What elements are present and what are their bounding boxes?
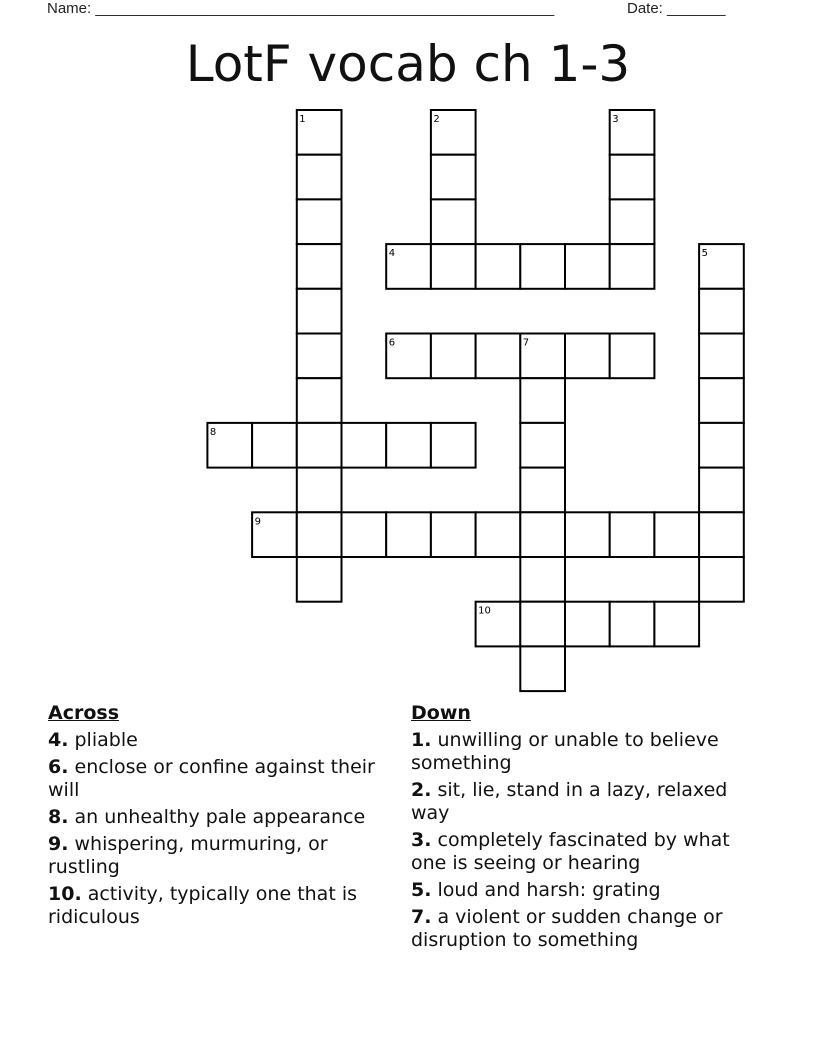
grid-cell[interactable] — [342, 512, 387, 557]
clue-number: 9. — [48, 833, 69, 855]
grid-cell[interactable] — [699, 512, 744, 557]
name-field-label: Name: _______________________________________________________ — [47, 0, 555, 17]
grid-cell[interactable] — [565, 334, 610, 379]
grid-cell[interactable] — [476, 512, 521, 557]
grid-cell[interactable] — [386, 512, 431, 557]
clue-number: 5. — [411, 879, 432, 901]
grid-cell[interactable] — [431, 199, 476, 244]
grid-cell[interactable] — [297, 289, 342, 334]
grid-cell[interactable] — [610, 244, 655, 289]
grid-cell[interactable] — [520, 557, 565, 602]
grid-cell[interactable] — [252, 423, 297, 468]
grid-number-10: 10 — [478, 605, 491, 617]
grid-cell[interactable] — [297, 512, 342, 557]
date-field-label: Date: _______ — [627, 0, 726, 17]
down-clue-5 — [411, 879, 751, 902]
grid-cell[interactable] — [431, 334, 476, 379]
clue-text: an unhealthy pale appearance — [74, 806, 366, 828]
across-clue-6 — [48, 756, 398, 802]
grid-number-7: 7 — [522, 337, 530, 349]
grid-cell[interactable] — [297, 155, 342, 200]
grid-cell[interactable] — [476, 244, 521, 289]
down-heading: Down — [411, 702, 471, 724]
clue-number: 10. — [48, 883, 82, 905]
grid-cell[interactable] — [610, 155, 655, 200]
down-clue-2 — [411, 779, 751, 825]
grid-cell[interactable] — [342, 423, 387, 468]
clue-number: 6. — [48, 756, 69, 778]
grid-cell[interactable] — [699, 468, 744, 513]
grid-cell[interactable] — [565, 602, 610, 647]
grid-number-5: 5 — [701, 248, 708, 260]
grid-cell[interactable] — [431, 423, 476, 468]
grid-cell[interactable] — [610, 334, 655, 379]
across-clue-9 — [48, 833, 398, 879]
grid-cell[interactable] — [297, 557, 342, 602]
clue-number: 7. — [411, 906, 432, 928]
grid-cell[interactable] — [386, 423, 431, 468]
clue-text: activity, typically one that is ridiculous — [48, 883, 357, 928]
grid-cell[interactable] — [565, 244, 610, 289]
grid-cell[interactable] — [699, 423, 744, 468]
grid-cell[interactable] — [476, 334, 521, 379]
clue-text: loud and harsh: grating — [437, 879, 661, 901]
grid-cell[interactable] — [431, 244, 476, 289]
grid-cell[interactable] — [297, 334, 342, 379]
grid-cell[interactable] — [699, 378, 744, 423]
across-clues — [48, 702, 398, 933]
clue-number: 3. — [411, 829, 432, 851]
grid-number-9: 9 — [254, 516, 261, 528]
grid-cell[interactable] — [297, 199, 342, 244]
grid-cell[interactable] — [565, 512, 610, 557]
grid-cell[interactable] — [520, 244, 565, 289]
clue-number: 8. — [48, 806, 69, 828]
grid-number-1: 1 — [299, 114, 306, 125]
across-clue-4 — [48, 729, 398, 752]
grid-cell[interactable] — [520, 423, 565, 468]
grid-cell[interactable] — [431, 512, 476, 557]
clue-number: 4. — [48, 729, 69, 751]
clue-text: sit, lie, stand in a lazy, relaxed way — [411, 779, 728, 824]
grid-cell[interactable] — [297, 468, 342, 513]
clue-number: 2. — [411, 779, 432, 801]
down-clues — [411, 702, 751, 956]
grid-cell[interactable] — [699, 289, 744, 334]
grid-cell[interactable] — [699, 334, 744, 379]
grid-cell[interactable] — [610, 512, 655, 557]
clue-text: whispering, murmuring, or rustling — [48, 833, 328, 878]
grid-cell[interactable] — [654, 602, 699, 647]
down-clue-1 — [411, 729, 751, 775]
grid-cell[interactable] — [654, 512, 699, 557]
puzzle-title: LotF vocab ch 1-3 — [185, 35, 631, 93]
grid-cell[interactable] — [610, 602, 655, 647]
across-heading: Across — [48, 702, 120, 724]
clue-text: unwilling or unable to believe something — [411, 729, 719, 774]
grid-cell[interactable] — [699, 557, 744, 602]
grid-cell[interactable] — [297, 378, 342, 423]
grid-number-6: 6 — [388, 337, 396, 349]
grid-cell[interactable] — [520, 602, 565, 647]
down-clue-7 — [411, 906, 751, 952]
grid-number-2: 2 — [433, 114, 440, 125]
clue-text: a violent or sudden change or disruption to something — [411, 906, 723, 951]
clue-text: completely fascinated by what one is seeing or hearing — [411, 829, 730, 874]
grid-cell[interactable] — [520, 646, 565, 691]
grid-cell[interactable] — [431, 155, 476, 200]
across-clue-8 — [48, 806, 398, 829]
clue-text: enclose or confine against their will — [48, 756, 375, 801]
grid-cell[interactable] — [610, 199, 655, 244]
grid-number-4: 4 — [388, 248, 396, 260]
across-clue-10 — [48, 883, 398, 929]
clue-text: pliable — [74, 729, 138, 751]
grid-number-3: 3 — [612, 114, 619, 125]
grid-cell[interactable] — [520, 378, 565, 423]
grid-cell[interactable] — [297, 423, 342, 468]
down-clue-3 — [411, 829, 751, 875]
grid-cell[interactable] — [520, 512, 565, 557]
grid-cell[interactable] — [520, 468, 565, 513]
clue-number: 1. — [411, 729, 432, 751]
grid-number-8: 8 — [209, 426, 217, 438]
grid-cell[interactable] — [297, 244, 342, 289]
